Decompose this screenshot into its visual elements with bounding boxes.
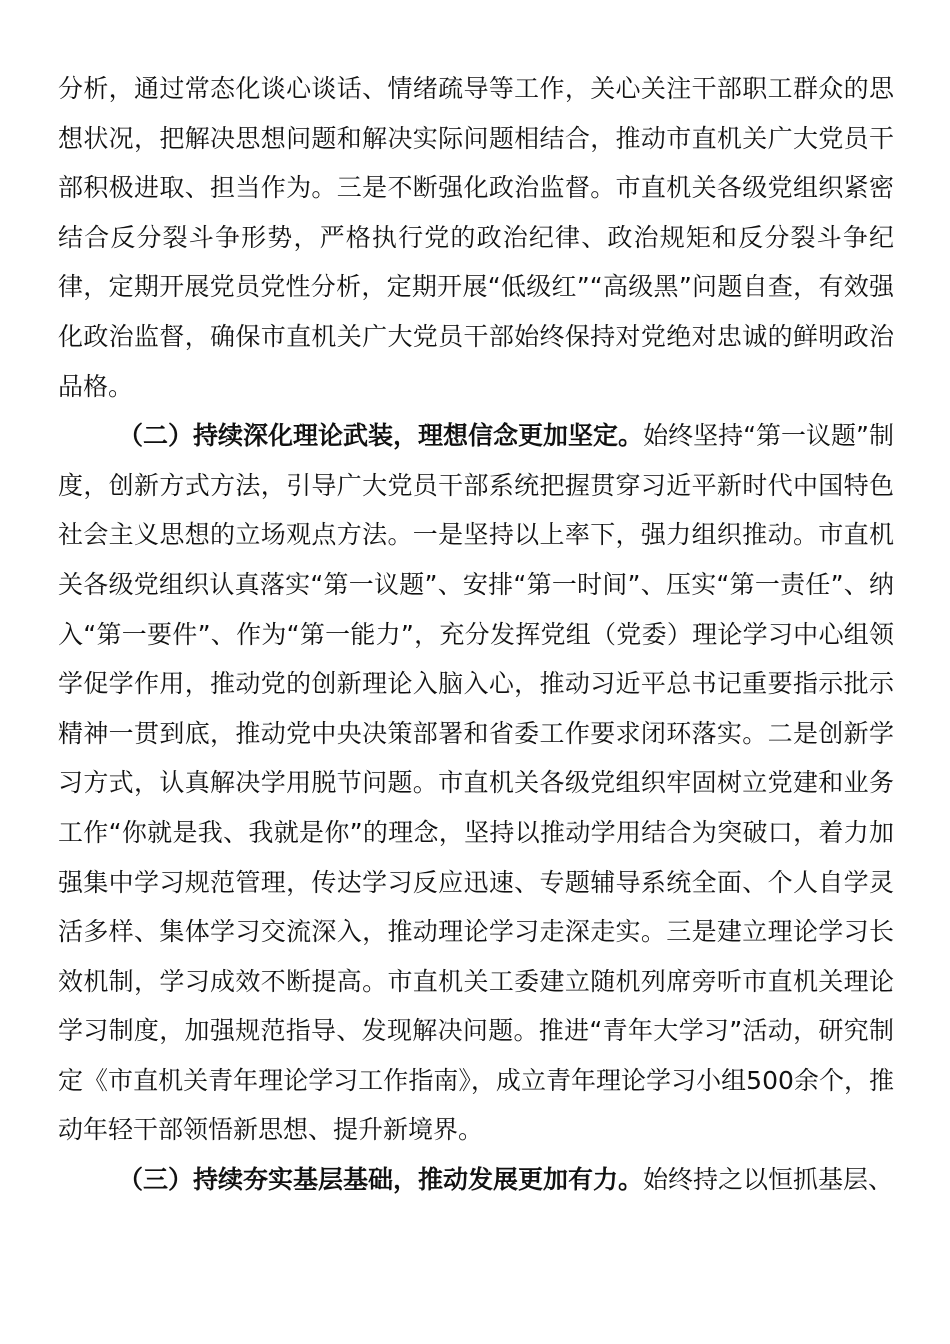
paragraph-1	[58, 64, 894, 411]
section-3-heading: （三）持续夯实基层基础，推动发展更加有力。	[118, 1165, 644, 1195]
paragraph-2-text: 始终坚持“第一议题”制度，创新方式方法，引导广大党员干部系统把握贯穿习近平新时代中国特色社会主义思想的立场观点方法。一是坚持以上率下，强力组织推动。市直机关各级党组织认真落实“第一议题”、安排“第一时间”、压实“第一责任”、纳入“第一要件”、作为“第一能力”，充分发挥党组（党委）理论学习中心组领学促学作用，推动党的创新理论入脑入心，推动习近平总书记重要指示批示精神一贯到底，推动党中央决策部署和省委工作要求闭环落实。二是创新学习方式，认真解决学用脱节问题。市直机关各级党组织牢固树立党建和业务工作“你就是我、我就是你”的理念，坚持以推动学用结合为突破口，着力加强集中学习规范管理，传达学习反应迅速、专题辅导系统全面、个人自学灵活多样、集体学习交流深入，推动理论学习走深走实。三是建立理论学习长效机制，学习成效不断提高。市直机关工委建立随机列席旁听市直机关理论学习制度，加强规范指导、发现解决问题。推进“青年大学习”活动，研究制定《市直机关青年理论学习工作指南》，成立青年理论学习小组500余个，推动年轻干部领悟新思想、提升新境界。	[58, 421, 894, 1145]
document-body	[58, 64, 894, 1205]
section-2-heading: （二）持续深化理论武装，理想信念更加坚定。	[118, 421, 644, 451]
paragraph-3	[58, 1155, 894, 1205]
paragraph-3-text: 始终持之以恒抓基层、	[643, 1165, 894, 1195]
paragraph-2	[58, 411, 894, 1155]
paragraph-1-text: 分析，通过常态化谈心谈话、情绪疏导等工作，关心关注干部职工群众的思想状况，把解决思想问题和解决实际问题相结合，推动市直机关广大党员干部积极进取、担当作为。三是不断强化政治监督。市直机关各级党组织紧密结合反分裂斗争形势，严格执行党的政治纪律、政治规矩和反分裂斗争纪律，定期开展党员党性分析，定期开展“低级红”“高级黑”问题自查，有效强化政治监督，确保市直机关广大党员干部始终保持对党绝对忠诚的鲜明政治品格。	[58, 74, 894, 401]
